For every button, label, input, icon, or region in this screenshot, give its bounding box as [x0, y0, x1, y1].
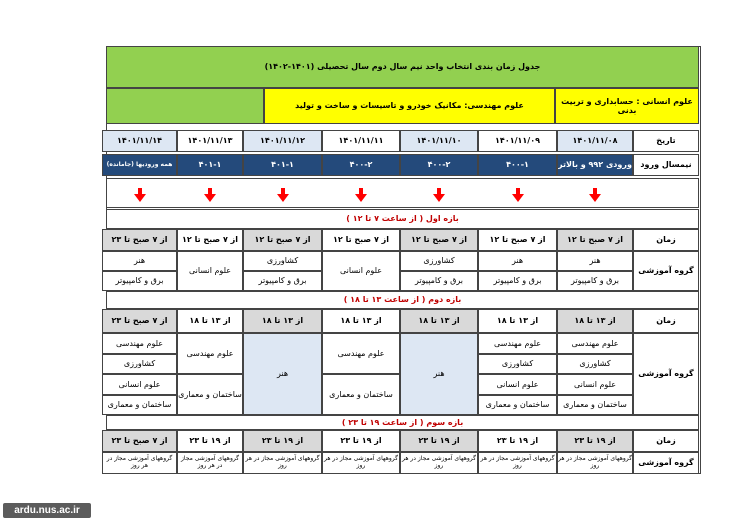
date-cell: ۱۴۰۱/۱۱/۱۳ — [177, 130, 243, 152]
group-cell: هنر — [243, 333, 322, 415]
group-cell: کشاورزی — [400, 251, 478, 271]
time-cell: از ۷ صبح تا ۱۲ — [322, 229, 400, 251]
entry-cell: همه ورودیها (جامانده) — [102, 154, 177, 176]
group-cell: علوم انسانی — [177, 251, 243, 291]
group-cell: ساختمان و معماری — [322, 374, 400, 415]
time-cell: از ۱۹ تا ۲۳ — [243, 430, 322, 452]
group-cell: علوم انسانی — [478, 374, 557, 395]
group-cell: هنر — [478, 251, 557, 271]
group-cell: علوم مهندسی — [478, 333, 557, 354]
down-arrow-icon — [589, 194, 601, 202]
label-group: گروه آموزشی — [633, 251, 699, 291]
group-cell: کشاورزی — [557, 354, 633, 375]
group-cell: علوم انسانی — [322, 251, 400, 291]
group-cell: هنر — [557, 251, 633, 271]
entry-cell: ورودی ۹۹۲ و بالاتر — [557, 154, 633, 176]
label-entry: نیمسال ورود — [633, 154, 699, 176]
down-arrow-icon — [204, 194, 216, 202]
group-cell: کشاورزی — [243, 251, 322, 271]
time-cell: از ۱۳ تا ۱۸ — [243, 309, 322, 333]
date-cell: ۱۴۰۱/۱۱/۱۲ — [243, 130, 322, 152]
entry-cell: ۴۰۱-۱ — [243, 154, 322, 176]
time-cell: از ۱۳ تا ۱۸ — [478, 309, 557, 333]
time-cell: از ۱۳ تا ۱۸ — [557, 309, 633, 333]
entry-cell: ۴۰۰-۱ — [478, 154, 557, 176]
site-watermark: ardu.nus.ac.ir — [3, 503, 91, 518]
group-cell: گروههای آموزشی مجاز در هر روز — [243, 452, 322, 474]
time-cell: از ۷ صبح تا ۲۳ — [102, 309, 177, 333]
time-cell: از ۷ صبح تا ۱۲ — [243, 229, 322, 251]
date-cell: ۱۴۰۱/۱۱/۱۴ — [102, 130, 177, 152]
time-cell: از ۱۹ تا ۲۳ — [478, 430, 557, 452]
date-cell: ۱۴۰۱/۱۱/۰۸ — [557, 130, 633, 152]
schedule-title: جدول زمان بندی انتخاب واحد نیم سال دوم سال تحصیلی (۱۴۰۱-۱۴۰۲) — [106, 46, 699, 88]
down-arrow-icon — [134, 194, 146, 202]
group-cell: علوم مهندسی — [322, 333, 400, 374]
department-spacer — [106, 88, 264, 124]
group-cell: گروههای آموزشی مجاز در هر روز — [478, 452, 557, 474]
group-cell: کشاورزی — [102, 354, 177, 375]
group-cell: علوم مهندسی — [102, 333, 177, 354]
group-cell: ساختمان و معماری — [102, 395, 177, 416]
time-cell: از ۷ صبح تا ۲۳ — [102, 430, 177, 452]
group-cell: گروههای آموزشی مجاز در هر روز — [177, 452, 243, 474]
label-date: تاریخ — [633, 130, 699, 152]
time-cell: از ۱۹ تا ۲۳ — [557, 430, 633, 452]
group-cell: علوم مهندسی — [557, 333, 633, 354]
date-cell: ۱۴۰۱/۱۱/۰۹ — [478, 130, 557, 152]
department-humanities: علوم انسانی : حسابداری و تربیت بدنی — [555, 88, 699, 124]
label-group: گروه آموزشی — [633, 452, 699, 474]
time-cell: از ۷ صبح تا ۱۲ — [400, 229, 478, 251]
time-cell: از ۱۳ تا ۱۸ — [322, 309, 400, 333]
group-cell: گروههای آموزشی مجاز در هر روز — [102, 452, 177, 474]
period-title: بازه دوم ( از ساعت ۱۳ تا ۱۸ ) — [106, 291, 699, 309]
group-cell: هنر — [102, 251, 177, 271]
time-cell: از ۷ صبح تا ۱۲ — [478, 229, 557, 251]
period-title: بازه اول ( از ساعت ۷ تا ۱۲ ) — [106, 209, 699, 229]
down-arrow-icon — [433, 194, 445, 202]
date-cell: ۱۴۰۱/۱۱/۱۰ — [400, 130, 478, 152]
group-cell: گروههای آموزشی مجاز در هر روز — [557, 452, 633, 474]
down-arrow-icon — [512, 194, 524, 202]
period-title: بازه سوم ( از ساعت ۱۹ تا ۲۳ ) — [106, 415, 699, 430]
group-cell: علوم انسانی — [102, 374, 177, 395]
entry-cell: ۴۰۰-۲ — [322, 154, 400, 176]
department-engineering: علوم مهندسی: مکانیک خودرو و تاسیسات و ساخت و تولید — [264, 88, 555, 124]
group-cell: برق و کامپیوتر — [557, 271, 633, 291]
entry-cell: ۴۰۱-۱ — [177, 154, 243, 176]
time-cell: از ۱۳ تا ۱۸ — [400, 309, 478, 333]
group-cell: برق و کامپیوتر — [400, 271, 478, 291]
time-cell: از ۱۳ تا ۱۸ — [177, 309, 243, 333]
time-cell: از ۱۹ تا ۲۳ — [322, 430, 400, 452]
label-time: زمان — [633, 309, 699, 333]
entry-cell: ۴۰۰-۲ — [400, 154, 478, 176]
down-arrow-icon — [355, 194, 367, 202]
group-cell: هنر — [400, 333, 478, 415]
time-cell: از ۱۹ تا ۲۳ — [400, 430, 478, 452]
group-cell: علوم مهندسی — [177, 333, 243, 374]
group-cell: ساختمان و معماری — [177, 374, 243, 415]
group-cell: برق و کامپیوتر — [478, 271, 557, 291]
time-cell: از ۷ صبح تا ۱۲ — [177, 229, 243, 251]
time-cell: از ۷ صبح تا ۲۳ — [102, 229, 177, 251]
group-cell: کشاورزی — [478, 354, 557, 375]
time-cell: از ۷ صبح تا ۱۲ — [557, 229, 633, 251]
group-cell: گروههای آموزشی مجاز در هر روز — [322, 452, 400, 474]
group-cell: ساختمان و معماری — [478, 395, 557, 416]
date-cell: ۱۴۰۱/۱۱/۱۱ — [322, 130, 400, 152]
label-time: زمان — [633, 229, 699, 251]
down-arrow-icon — [277, 194, 289, 202]
group-cell: برق و کامپیوتر — [243, 271, 322, 291]
group-cell: ساختمان و معماری — [557, 395, 633, 416]
group-cell: برق و کامپیوتر — [102, 271, 177, 291]
group-cell: گروههای آموزشی مجاز در هر روز — [400, 452, 478, 474]
label-group: گروه آموزشی — [633, 333, 699, 415]
group-cell: علوم انسانی — [557, 374, 633, 395]
label-time: زمان — [633, 430, 699, 452]
arrow-row — [106, 178, 699, 208]
time-cell: از ۱۹ تا ۲۳ — [177, 430, 243, 452]
